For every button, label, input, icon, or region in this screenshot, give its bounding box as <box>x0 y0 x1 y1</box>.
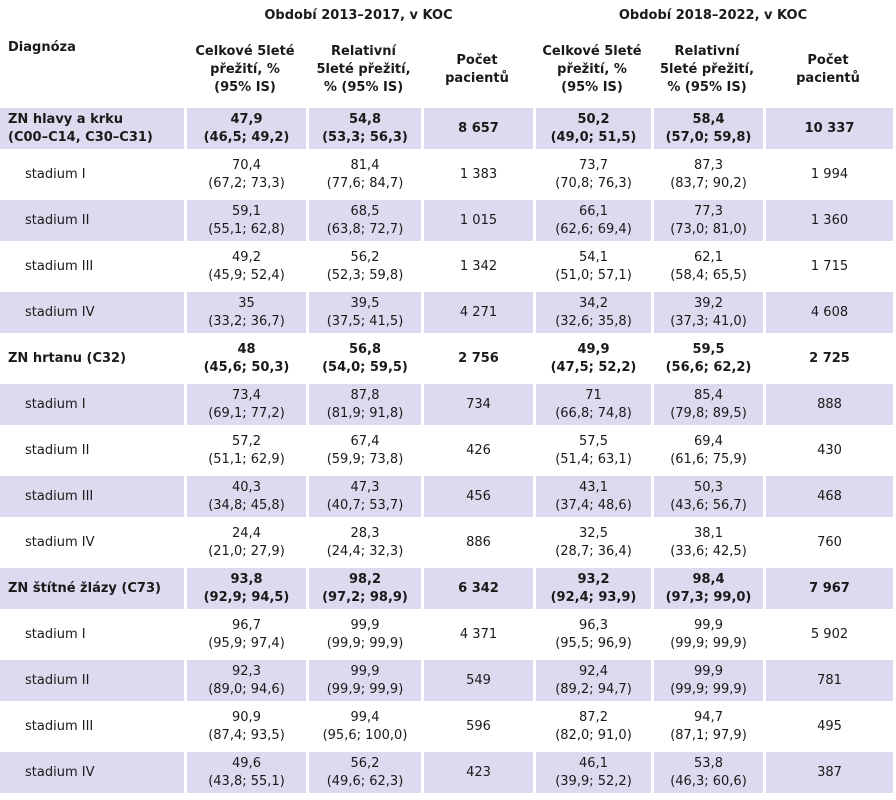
os1-cell: 24,4 (21,0; 27,9) <box>184 522 306 563</box>
os1-cell: 70,4 (67,2; 73,3) <box>184 154 306 195</box>
rs2-cell: 58,4 (57,0; 59,8) <box>651 108 763 149</box>
n1-cell: 1 342 <box>421 246 533 287</box>
os2-cell: 46,1 (39,9; 52,2) <box>533 752 651 793</box>
os2-cell: 50,2 (49,0; 51,5) <box>533 108 651 149</box>
stage-row <box>0 384 893 425</box>
rs2-cell: 59,5 (56,6; 62,2) <box>651 338 763 379</box>
n1-cell: 734 <box>421 384 533 425</box>
n1-cell: 1 383 <box>421 154 533 195</box>
rs1-cell: 56,2 (52,3; 59,8) <box>306 246 421 287</box>
stage-row <box>0 200 893 241</box>
rs1-cell: 28,3 (24,4; 32,3) <box>306 522 421 563</box>
diagnosis-cell: stadium I <box>0 384 184 425</box>
os1-cell: 35 (33,2; 36,7) <box>184 292 306 333</box>
diagnosis-row <box>0 108 893 149</box>
n2-cell: 888 <box>763 384 893 425</box>
period2-header: Období 2018–2022, v KOC <box>618 8 808 23</box>
os2-cell: 71 (66,8; 74,8) <box>533 384 651 425</box>
os2-cell: 93,2 (92,4; 93,9) <box>533 568 651 609</box>
n2-header: Počet pacientů <box>796 53 860 86</box>
os1-cell: 47,9 (46,5; 49,2) <box>184 108 306 149</box>
n1-cell: 6 342 <box>421 568 533 609</box>
diagnosis-row <box>0 568 893 609</box>
os2-cell: 92,4 (89,2; 94,7) <box>533 660 651 701</box>
diagnosis-cell: stadium III <box>0 476 184 517</box>
period-header-row <box>0 0 893 32</box>
diagnosis-cell: ZN hlavy a krku (C00–C14, C30–C31) <box>0 108 184 149</box>
rs2-cell: 69,4 (61,6; 75,9) <box>651 430 763 471</box>
stage-row <box>0 154 893 195</box>
os1-cell: 57,2 (51,1; 62,9) <box>184 430 306 471</box>
diagnosis-cell: ZN hrtanu (C32) <box>0 338 184 379</box>
rs2-cell: 77,3 (73,0; 81,0) <box>651 200 763 241</box>
diagnosis-cell: stadium III <box>0 246 184 287</box>
os1-cell: 59,1 (55,1; 62,8) <box>184 200 306 241</box>
rs1-cell: 99,9 (99,9; 99,9) <box>306 660 421 701</box>
rs2-cell: 99,9 (99,9; 99,9) <box>651 614 763 655</box>
stage-row <box>0 706 893 747</box>
rs1-cell: 98,2 (97,2; 98,9) <box>306 568 421 609</box>
os2-cell: 34,2 (32,6; 35,8) <box>533 292 651 333</box>
os2-cell: 73,7 (70,8; 76,3) <box>533 154 651 195</box>
n1-cell: 4 271 <box>421 292 533 333</box>
rs1-cell: 81,4 (77,6; 84,7) <box>306 154 421 195</box>
rs2-cell: 99,9 (99,9; 99,9) <box>651 660 763 701</box>
os2-cell: 49,9 (47,5; 52,2) <box>533 338 651 379</box>
rs2-cell: 98,4 (97,3; 99,0) <box>651 568 763 609</box>
rs2-cell: 94,7 (87,1; 97,9) <box>651 706 763 747</box>
n2-cell: 4 608 <box>763 292 893 333</box>
table-body <box>0 108 893 793</box>
diagnosis-cell: stadium II <box>0 430 184 471</box>
os2-header: Celkové 5leté přežití, % (95% IS) <box>542 44 642 95</box>
os2-cell: 43,1 (37,4; 48,6) <box>533 476 651 517</box>
rs1-cell: 56,8 (54,0; 59,5) <box>306 338 421 379</box>
os1-cell: 40,3 (34,8; 45,8) <box>184 476 306 517</box>
n2-cell: 2 725 <box>763 338 893 379</box>
n1-cell: 426 <box>421 430 533 471</box>
empty-corner <box>0 0 184 32</box>
os2-cell: 54,1 (51,0; 57,1) <box>533 246 651 287</box>
rs2-header: Relativní 5leté přežití, % (95% IS) <box>659 44 755 95</box>
n2-cell: 10 337 <box>763 108 893 149</box>
n2-cell: 1 715 <box>763 246 893 287</box>
rs2-cell: 62,1 (58,4; 65,5) <box>651 246 763 287</box>
rs2-cell: 53,8 (46,3; 60,6) <box>651 752 763 793</box>
os2-cell: 57,5 (51,4; 63,1) <box>533 430 651 471</box>
diagnosis-cell: stadium IV <box>0 292 184 333</box>
rs1-cell: 54,8 (53,3; 56,3) <box>306 108 421 149</box>
n2-cell: 1 994 <box>763 154 893 195</box>
os2-cell: 87,2 (82,0; 91,0) <box>533 706 651 747</box>
rs1-cell: 47,3 (40,7; 53,7) <box>306 476 421 517</box>
n1-cell: 1 015 <box>421 200 533 241</box>
os2-cell: 66,1 (62,6; 69,4) <box>533 200 651 241</box>
period1-header: Období 2013–2017, v KOC <box>264 8 453 23</box>
rs2-cell: 38,1 (33,6; 42,5) <box>651 522 763 563</box>
rs1-cell: 56,2 (49,6; 62,3) <box>306 752 421 793</box>
diagnosis-cell: stadium II <box>0 200 184 241</box>
n2-cell: 760 <box>763 522 893 563</box>
n1-cell: 8 657 <box>421 108 533 149</box>
n2-cell: 781 <box>763 660 893 701</box>
os1-cell: 92,3 (89,0; 94,6) <box>184 660 306 701</box>
diagnosis-cell: stadium III <box>0 706 184 747</box>
stage-row <box>0 476 893 517</box>
os1-cell: 48 (45,6; 50,3) <box>184 338 306 379</box>
os1-cell: 96,7 (95,9; 97,4) <box>184 614 306 655</box>
rs1-header: Relativní 5leté přežití, % (95% IS) <box>316 44 411 95</box>
n2-cell: 7 967 <box>763 568 893 609</box>
os1-cell: 49,6 (43,8; 55,1) <box>184 752 306 793</box>
diagnosis-cell: stadium II <box>0 660 184 701</box>
stage-row <box>0 430 893 471</box>
rs1-cell: 39,5 (37,5; 41,5) <box>306 292 421 333</box>
diagnosis-cell: stadium I <box>0 614 184 655</box>
rs2-cell: 50,3 (43,6; 56,7) <box>651 476 763 517</box>
rs2-cell: 39,2 (37,3; 41,0) <box>651 292 763 333</box>
os2-cell: 96,3 (95,5; 96,9) <box>533 614 651 655</box>
os1-cell: 49,2 (45,9; 52,4) <box>184 246 306 287</box>
column-header-row <box>0 37 893 103</box>
diagnosis-cell: stadium IV <box>0 752 184 793</box>
os1-cell: 90,9 (87,4; 93,5) <box>184 706 306 747</box>
stage-row <box>0 246 893 287</box>
rs1-cell: 87,8 (81,9; 91,8) <box>306 384 421 425</box>
os1-cell: 93,8 (92,9; 94,5) <box>184 568 306 609</box>
n1-cell: 549 <box>421 660 533 701</box>
os1-header: Celkové 5leté přežití, % (95% IS) <box>195 44 295 95</box>
n1-cell: 4 371 <box>421 614 533 655</box>
n1-header: Počet pacientů <box>445 53 509 86</box>
rs2-cell: 87,3 (83,7; 90,2) <box>651 154 763 195</box>
rs1-cell: 99,4 (95,6; 100,0) <box>306 706 421 747</box>
diagnosis-cell: stadium I <box>0 154 184 195</box>
rs1-cell: 67,4 (59,9; 73,8) <box>306 430 421 471</box>
n2-cell: 430 <box>763 430 893 471</box>
stage-row <box>0 292 893 333</box>
diagnosis-cell: ZN štítné žlázy (C73) <box>0 568 184 609</box>
stage-row <box>0 522 893 563</box>
stage-row <box>0 614 893 655</box>
n2-cell: 5 902 <box>763 614 893 655</box>
n1-cell: 423 <box>421 752 533 793</box>
n2-cell: 1 360 <box>763 200 893 241</box>
diagnosis-header: Diagnóza <box>8 40 76 55</box>
n1-cell: 596 <box>421 706 533 747</box>
rs2-cell: 85,4 (79,8; 89,5) <box>651 384 763 425</box>
rs1-cell: 99,9 (99,9; 99,9) <box>306 614 421 655</box>
os2-cell: 32,5 (28,7; 36,4) <box>533 522 651 563</box>
stage-row <box>0 752 893 793</box>
n2-cell: 387 <box>763 752 893 793</box>
diagnosis-cell: stadium IV <box>0 522 184 563</box>
os1-cell: 73,4 (69,1; 77,2) <box>184 384 306 425</box>
n1-cell: 886 <box>421 522 533 563</box>
n1-cell: 456 <box>421 476 533 517</box>
n1-cell: 2 756 <box>421 338 533 379</box>
diagnosis-row <box>0 338 893 379</box>
n2-cell: 495 <box>763 706 893 747</box>
stage-row <box>0 660 893 701</box>
n2-cell: 468 <box>763 476 893 517</box>
rs1-cell: 68,5 (63,8; 72,7) <box>306 200 421 241</box>
